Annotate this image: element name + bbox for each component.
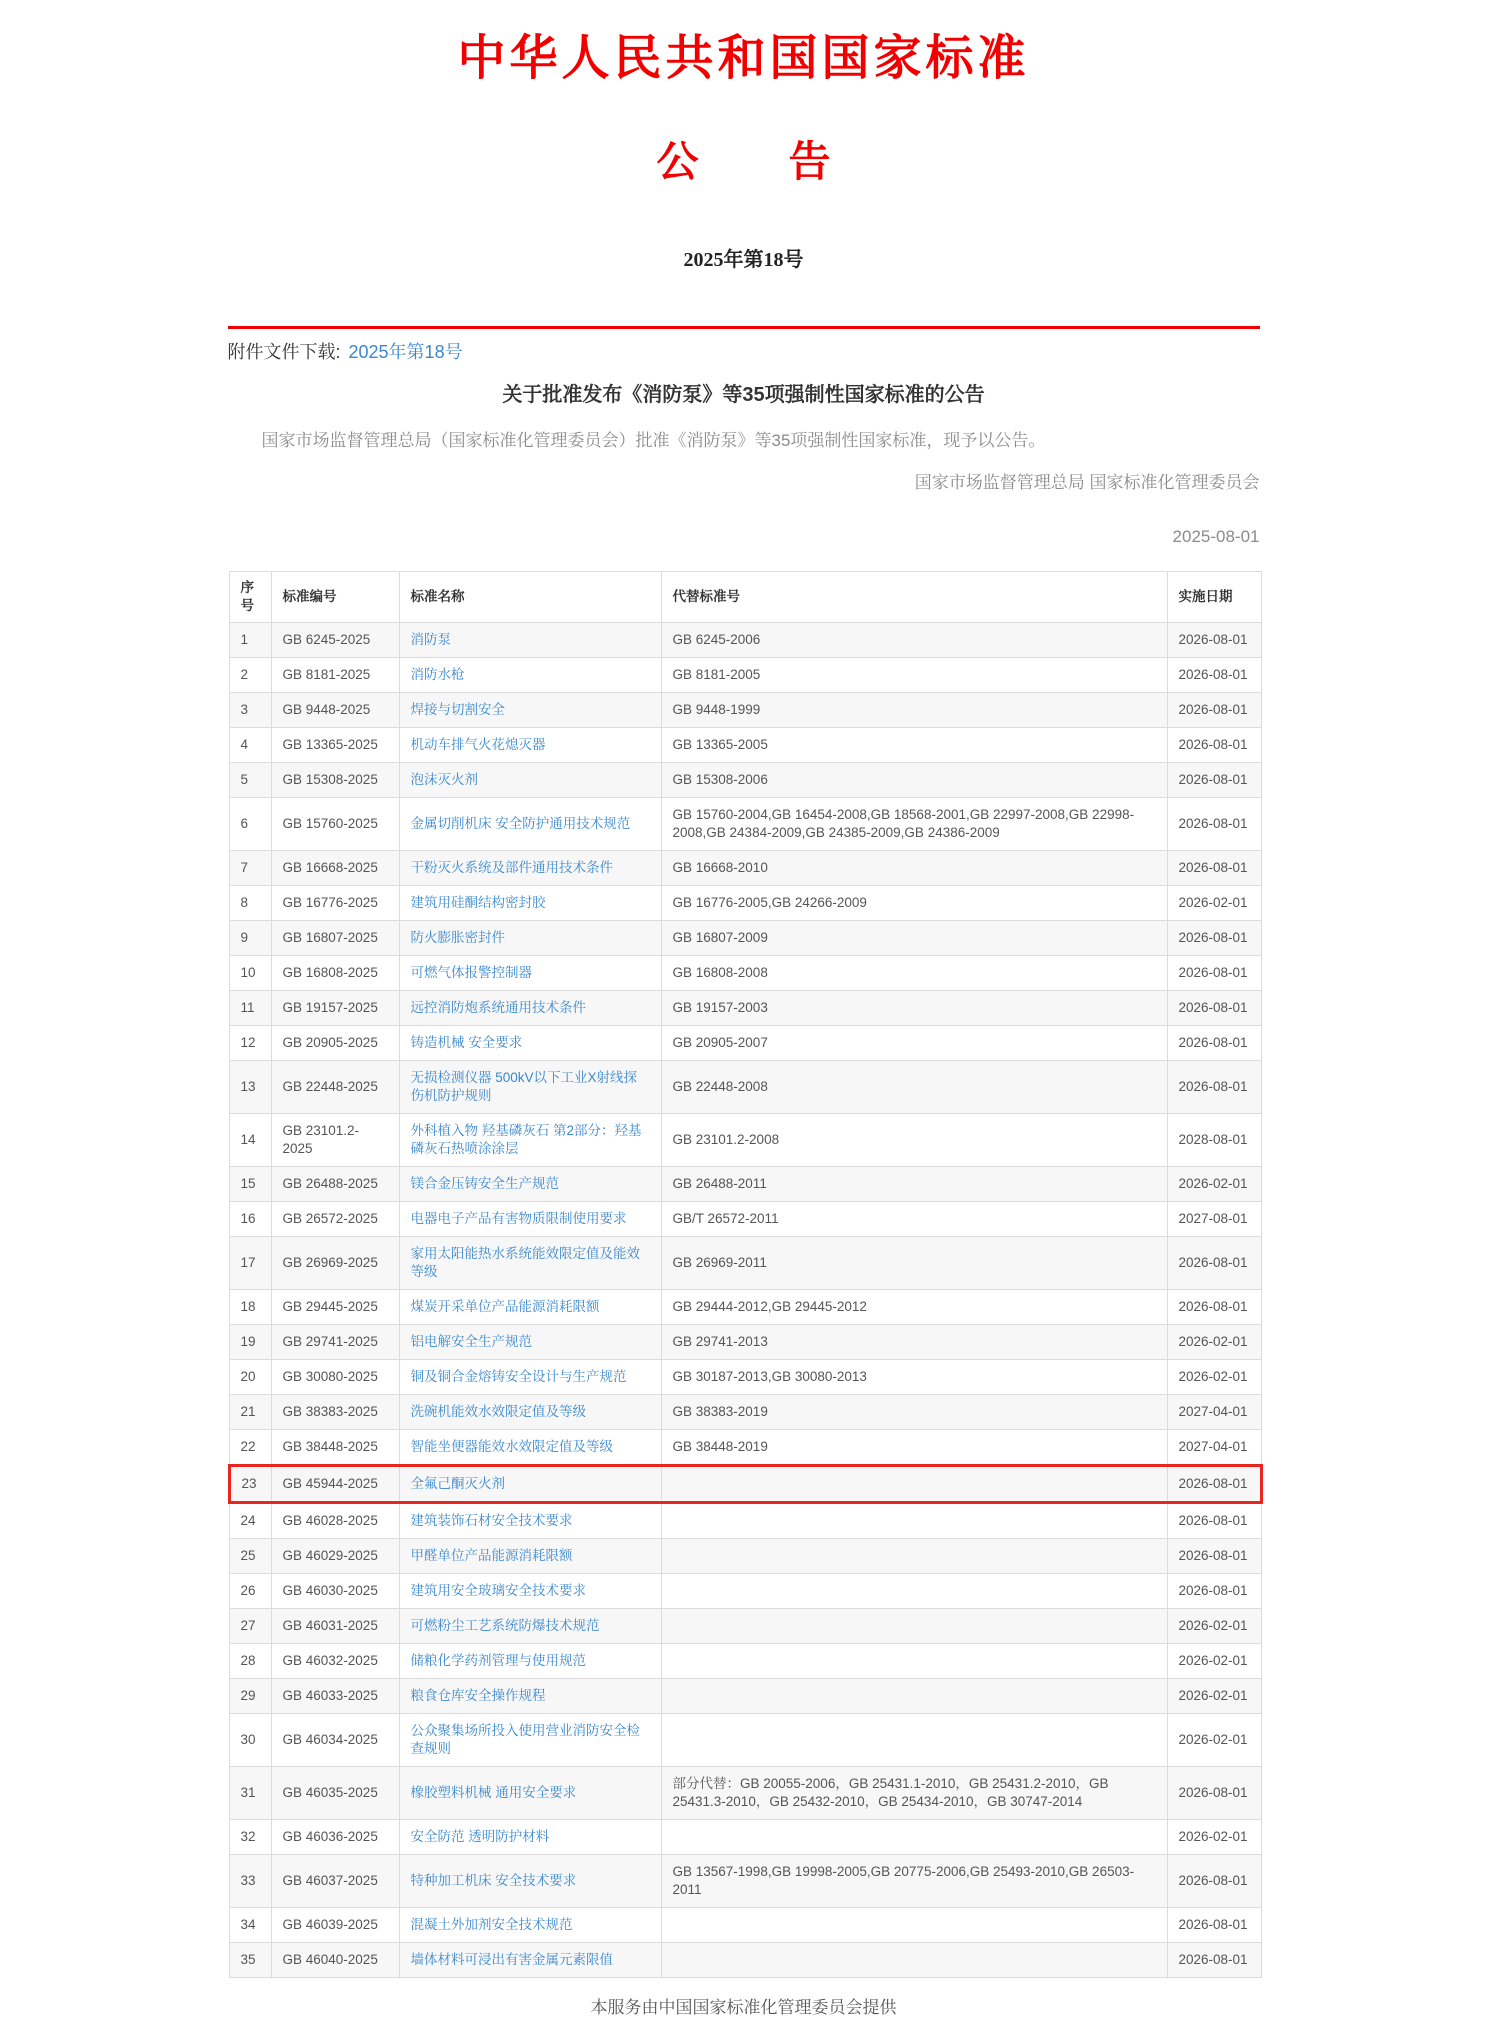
table-row [229,1360,1261,1395]
row-standard-name [399,1574,661,1609]
standard-name-link[interactable]: 铝电解安全生产规范 [410,1334,532,1349]
row-replaced-codes: GB 30187-2013,GB 30080-2013 [661,1360,1167,1395]
row-standard-code: GB 13365-2025 [271,728,399,763]
row-seq: 21 [229,1395,271,1430]
standard-name-link[interactable]: 电器电子产品有害物质限制使用要求 [410,1211,627,1226]
standard-name-link[interactable]: 无损检测仪器 500kV以下工业X射线探伤机防护规则 [410,1070,638,1103]
standard-name-link[interactable]: 全氟己酮灭火剂 [410,1476,505,1491]
row-implementation-date: 2026-08-01 [1167,1466,1261,1503]
row-standard-name [399,658,661,693]
row-standard-name [399,1395,661,1430]
announcement-signature: 国家市场监督管理总局 国家标准化管理委员会 [914,473,1260,492]
row-standard-code: GB 46034-2025 [271,1714,399,1767]
row-replaced-codes: GB 23101.2-2008 [661,1114,1167,1167]
table-row [229,1539,1261,1574]
row-standard-code: GB 29741-2025 [271,1325,399,1360]
row-standard-code: GB 16668-2025 [271,851,399,886]
row-implementation-date: 2028-08-01 [1167,1114,1261,1167]
row-implementation-date: 2026-08-01 [1167,991,1261,1026]
row-replaced-codes: GB 29741-2013 [661,1325,1167,1360]
standard-name-link[interactable]: 消防水枪 [410,667,465,682]
standard-name-link[interactable]: 储粮化学药剂管理与使用规范 [410,1653,586,1668]
row-seq: 25 [229,1539,271,1574]
row-standard-name [399,763,661,798]
table-row [229,1395,1261,1430]
row-implementation-date: 2026-02-01 [1167,1820,1261,1855]
row-standard-name [399,1503,661,1539]
row-standard-code: GB 6245-2025 [271,623,399,658]
row-seq: 16 [229,1202,271,1237]
row-standard-name [399,1026,661,1061]
row-seq: 33 [229,1855,271,1908]
standard-name-link[interactable]: 铸造机械 安全要求 [410,1035,523,1050]
table-row [229,1114,1261,1167]
row-standard-name [399,851,661,886]
row-standard-name [399,1908,661,1943]
row-seq: 1 [229,623,271,658]
row-implementation-date: 2026-08-01 [1167,1574,1261,1609]
row-implementation-date: 2026-08-01 [1167,1026,1261,1061]
row-implementation-date: 2026-08-01 [1167,1908,1261,1943]
row-replaced-codes: GB 20905-2007 [661,1026,1167,1061]
row-standard-name [399,693,661,728]
table-row [229,1820,1261,1855]
table-row [229,991,1261,1026]
table-row [229,1430,1261,1466]
standard-name-link[interactable]: 镁合金压铸安全生产规范 [410,1176,559,1191]
standard-name-link[interactable]: 粮食仓库安全操作规程 [410,1688,546,1703]
row-seq: 5 [229,763,271,798]
row-seq: 29 [229,1679,271,1714]
row-standard-name [399,921,661,956]
row-implementation-date: 2026-08-01 [1167,693,1261,728]
row-standard-code: GB 38448-2025 [271,1430,399,1466]
table-row [229,1767,1261,1820]
table-row [229,1908,1261,1943]
standard-name-link[interactable]: 消防泵 [410,632,451,647]
attachment-row [228,339,1260,365]
table-row [229,1325,1261,1360]
standard-name-link[interactable]: 特种加工机床 安全技术要求 [410,1873,577,1888]
row-standard-name [399,1539,661,1574]
table-row [229,1679,1261,1714]
standard-name-link[interactable]: 橡胶塑料机械 通用安全要求 [410,1785,577,1800]
row-seq: 10 [229,956,271,991]
row-standard-name [399,991,661,1026]
row-replaced-codes: GB 16807-2009 [661,921,1167,956]
header-standard-code: 标准编号 [271,572,399,623]
row-standard-name [399,1202,661,1237]
row-standard-name [399,956,661,991]
row-seq: 14 [229,1114,271,1167]
table-row [229,851,1261,886]
row-standard-name [399,1167,661,1202]
header-standard-name: 标准名称 [399,572,661,623]
row-standard-name [399,1679,661,1714]
row-standard-name [399,1714,661,1767]
standard-name-link[interactable]: 机动车排气火花熄灭器 [410,737,546,752]
row-replaced-codes [661,1908,1167,1943]
standard-name-link[interactable]: 建筑用硅酮结构密封胶 [410,895,546,910]
row-standard-code: GB 46031-2025 [271,1609,399,1644]
row-standard-name [399,728,661,763]
row-seq: 20 [229,1360,271,1395]
row-implementation-date: 2026-08-01 [1167,728,1261,763]
announcement-title: 关于批准发布《消防泵》等35项强制性国家标准的公告 [502,384,985,406]
row-implementation-date: 2026-08-01 [1167,798,1261,851]
row-standard-code: GB 16807-2025 [271,921,399,956]
row-implementation-date: 2026-02-01 [1167,1609,1261,1644]
row-standard-code: GB 46028-2025 [271,1503,399,1539]
row-seq: 3 [229,693,271,728]
attachment-download-link[interactable]: 2025年第18号 [348,342,463,362]
row-seq: 28 [229,1644,271,1679]
row-replaced-codes [661,1679,1167,1714]
row-replaced-codes: GB 8181-2005 [661,658,1167,693]
row-standard-code: GB 15308-2025 [271,763,399,798]
row-standard-code: GB 16776-2025 [271,886,399,921]
header-seq: 序号 [229,572,271,623]
row-replaced-codes: GB 26488-2011 [661,1167,1167,1202]
row-implementation-date: 2026-08-01 [1167,1237,1261,1290]
row-implementation-date: 2026-02-01 [1167,1679,1261,1714]
row-standard-code: GB 45944-2025 [271,1466,399,1503]
row-implementation-date: 2026-08-01 [1167,1290,1261,1325]
row-standard-code: GB 26969-2025 [271,1237,399,1290]
table-row [229,798,1261,851]
row-seq: 19 [229,1325,271,1360]
row-seq: 13 [229,1061,271,1114]
row-replaced-codes: GB 19157-2003 [661,991,1167,1026]
red-divider [228,326,1260,329]
row-standard-code: GB 46030-2025 [271,1574,399,1609]
standard-name-link[interactable]: 建筑用安全玻璃安全技术要求 [410,1583,586,1598]
table-row [229,728,1261,763]
national-standard-title: 中华人民共和国国家标准 [457,32,1030,85]
row-standard-name [399,798,661,851]
row-seq: 2 [229,658,271,693]
row-replaced-codes: GB 38383-2019 [661,1395,1167,1430]
row-implementation-date: 2027-04-01 [1167,1395,1261,1430]
row-replaced-codes: GB 38448-2019 [661,1430,1167,1466]
row-seq: 34 [229,1908,271,1943]
row-seq: 26 [229,1574,271,1609]
standard-name-link[interactable]: 安全防范 透明防护材料 [410,1829,550,1844]
row-standard-name [399,1609,661,1644]
standard-name-link[interactable]: 建筑装饰石材安全技术要求 [410,1513,573,1528]
table-row [229,1061,1261,1114]
row-seq: 32 [229,1820,271,1855]
announcement-body: 国家市场监督管理总局（国家标准化管理委员会）批准《消防泵》等35项强制性国家标准，现予以公告。 [261,431,1046,450]
table-row [229,921,1261,956]
row-standard-code: GB 46037-2025 [271,1855,399,1908]
table-row-highlighted [229,1466,1261,1503]
standards-table [228,571,1263,1978]
standards-table-body [229,623,1261,1978]
table-row [229,956,1261,991]
row-standard-code: GB 46029-2025 [271,1539,399,1574]
row-seq: 31 [229,1767,271,1820]
table-row [229,1202,1261,1237]
table-row [229,1503,1261,1539]
standard-name-link[interactable]: 金属切削机床 安全防护通用技术规范 [410,816,631,831]
row-replaced-codes [661,1466,1167,1503]
row-standard-name [399,1061,661,1114]
row-standard-code: GB 46040-2025 [271,1943,399,1978]
row-replaced-codes [661,1539,1167,1574]
row-replaced-codes: GB 29444-2012,GB 29445-2012 [661,1290,1167,1325]
row-implementation-date: 2026-02-01 [1167,1167,1261,1202]
row-implementation-date: 2027-08-01 [1167,1202,1261,1237]
row-implementation-date: 2026-08-01 [1167,956,1261,991]
row-replaced-codes: GB 26969-2011 [661,1237,1167,1290]
attachment-label: 附件文件下载: [227,342,341,362]
row-standard-name [399,1290,661,1325]
row-standard-code: GB 46032-2025 [271,1644,399,1679]
table-row [229,1855,1261,1908]
table-row [229,763,1261,798]
row-seq: 35 [229,1943,271,1978]
table-row [229,886,1261,921]
standard-name-link[interactable]: 甲醛单位产品能源消耗限额 [410,1548,573,1563]
row-standard-name [399,1855,661,1908]
standard-name-link[interactable]: 煤炭开采单位产品能源消耗限额 [410,1299,600,1314]
table-row [229,1943,1261,1978]
row-standard-code: GB 20905-2025 [271,1026,399,1061]
row-replaced-codes: GB 15760-2004,GB 16454-2008,GB 18568-2001,GB 22997-2008,GB 22998-2008,GB 24384-2009,GB 24385-2009,GB 24386-2009 [661,798,1167,851]
row-standard-name [399,1466,661,1503]
table-header-row [229,572,1261,623]
row-standard-name [399,1644,661,1679]
row-replaced-codes: GB 13567-1998,GB 19998-2005,GB 20775-2006,GB 25493-2010,GB 26503-2011 [661,1855,1167,1908]
table-row [229,1609,1261,1644]
row-seq: 15 [229,1167,271,1202]
row-standard-name [399,1820,661,1855]
row-replaced-codes [661,1609,1167,1644]
header-implementation-date: 实施日期 [1167,572,1261,623]
row-implementation-date: 2026-08-01 [1167,1539,1261,1574]
row-implementation-date: 2026-02-01 [1167,1714,1261,1767]
row-seq: 9 [229,921,271,956]
standard-name-link[interactable]: 可燃气体报警控制器 [410,965,532,980]
row-implementation-date: 2026-08-01 [1167,623,1261,658]
announcement-publish-date: 2025-08-01 [1172,527,1260,546]
standard-name-link[interactable]: 家用太阳能热水系统能效限定值及能效等级 [410,1246,640,1279]
table-row [229,693,1261,728]
gazette-title: 公 告 [656,140,855,186]
standard-name-link[interactable]: 干粉灭火系统及部件通用技术条件 [410,860,613,875]
row-replaced-codes [661,1820,1167,1855]
standard-name-link[interactable]: 洗碗机能效水效限定值及等级 [410,1404,586,1419]
row-replaced-codes: GB 13365-2005 [661,728,1167,763]
row-seq: 8 [229,886,271,921]
row-standard-code: GB 23101.2-2025 [271,1114,399,1167]
row-standard-code: GB 15760-2025 [271,798,399,851]
row-standard-code: GB 26572-2025 [271,1202,399,1237]
row-standard-code: GB 16808-2025 [271,956,399,991]
standard-name-link[interactable]: 公众聚集场所投入使用营业消防安全检查规则 [410,1723,640,1756]
row-standard-name [399,1430,661,1466]
row-standard-name [399,1114,661,1167]
row-standard-name [399,1325,661,1360]
table-row [229,623,1261,658]
row-seq: 23 [229,1466,271,1503]
table-row [229,1574,1261,1609]
row-standard-name [399,1943,661,1978]
row-implementation-date: 2026-08-01 [1167,658,1261,693]
table-row [229,658,1261,693]
row-implementation-date: 2026-08-01 [1167,921,1261,956]
row-replaced-codes [661,1574,1167,1609]
row-standard-code: GB 30080-2025 [271,1360,399,1395]
row-seq: 12 [229,1026,271,1061]
row-seq: 22 [229,1430,271,1466]
row-replaced-codes: GB 9448-1999 [661,693,1167,728]
row-implementation-date: 2026-08-01 [1167,763,1261,798]
row-implementation-date: 2026-02-01 [1167,886,1261,921]
row-implementation-date: 2026-08-01 [1167,851,1261,886]
row-standard-name [399,1237,661,1290]
row-standard-code: GB 19157-2025 [271,991,399,1026]
standard-name-link[interactable]: 焊接与切割安全 [410,702,505,717]
row-implementation-date: 2026-02-01 [1167,1360,1261,1395]
row-implementation-date: 2026-08-01 [1167,1855,1261,1908]
table-row [229,1167,1261,1202]
row-replaced-codes: 部分代替：GB 20055-2006，GB 25431.1-2010，GB 25431.2-2010，GB 25431.3-2010，GB 25432-2010，GB 25434-2010，GB 30747-2014 [661,1767,1167,1820]
table-row [229,1290,1261,1325]
row-seq: 4 [229,728,271,763]
row-replaced-codes: GB 16776-2005,GB 24266-2009 [661,886,1167,921]
row-replaced-codes [661,1503,1167,1539]
row-standard-name [399,1360,661,1395]
row-seq: 11 [229,991,271,1026]
row-seq: 27 [229,1609,271,1644]
table-row [229,1237,1261,1290]
row-replaced-codes [661,1644,1167,1679]
row-implementation-date: 2026-08-01 [1167,1943,1261,1978]
row-implementation-date: 2026-08-01 [1167,1503,1261,1539]
row-standard-code: GB 46035-2025 [271,1767,399,1820]
row-seq: 30 [229,1714,271,1767]
row-seq: 18 [229,1290,271,1325]
row-standard-name [399,1767,661,1820]
standard-name-link[interactable]: 远控消防炮系统通用技术条件 [410,1000,586,1015]
standard-name-link[interactable]: 智能坐便器能效水效限定值及等级 [410,1439,613,1454]
row-standard-code: GB 9448-2025 [271,693,399,728]
row-implementation-date: 2026-02-01 [1167,1325,1261,1360]
standard-name-link[interactable]: 泡沫灭火剂 [410,772,478,787]
row-standard-code: GB 22448-2025 [271,1061,399,1114]
row-replaced-codes: GB 16668-2010 [661,851,1167,886]
standard-name-link[interactable]: 墙体材料可浸出有害金属元素限值 [410,1952,613,1967]
row-standard-code: GB 46036-2025 [271,1820,399,1855]
row-standard-name [399,886,661,921]
row-seq: 24 [229,1503,271,1539]
row-standard-name [399,623,661,658]
row-seq: 7 [229,851,271,886]
row-seq: 17 [229,1237,271,1290]
row-standard-code: GB 8181-2025 [271,658,399,693]
standard-name-link[interactable]: 防火膨胀密封件 [410,930,505,945]
row-replaced-codes [661,1943,1167,1978]
table-row [229,1026,1261,1061]
page-content [228,0,1260,2020]
row-standard-code: GB 38383-2025 [271,1395,399,1430]
table-row [229,1644,1261,1679]
row-replaced-codes: GB 16808-2008 [661,956,1167,991]
row-implementation-date: 2026-08-01 [1167,1767,1261,1820]
row-replaced-codes [661,1714,1167,1767]
standard-name-link[interactable]: 外科植入物 羟基磷灰石 第2部分：羟基磷灰石热喷涂涂层 [410,1123,642,1156]
row-implementation-date: 2026-08-01 [1167,1061,1261,1114]
row-implementation-date: 2026-02-01 [1167,1644,1261,1679]
row-standard-code: GB 29445-2025 [271,1290,399,1325]
row-replaced-codes: GB 15308-2006 [661,763,1167,798]
row-standard-code: GB 46033-2025 [271,1679,399,1714]
row-replaced-codes: GB 22448-2008 [661,1061,1167,1114]
row-implementation-date: 2027-04-01 [1167,1430,1261,1466]
row-standard-code: GB 46039-2025 [271,1908,399,1943]
service-footer: 本服务由中国国家标准化管理委员会提供 [590,1998,897,2017]
header-replaced-codes: 代替标准号 [661,572,1167,623]
standard-name-link[interactable]: 可燃粉尘工艺系统防爆技术规范 [410,1618,600,1633]
issue-number: 2025年第18号 [683,249,804,271]
row-replaced-codes: GB/T 26572-2011 [661,1202,1167,1237]
row-seq: 6 [229,798,271,851]
row-standard-code: GB 26488-2025 [271,1167,399,1202]
standard-name-link[interactable]: 铜及铜合金熔铸安全设计与生产规范 [410,1369,627,1384]
row-replaced-codes: GB 6245-2006 [661,623,1167,658]
standard-name-link[interactable]: 混凝土外加剂安全技术规范 [410,1917,573,1932]
table-row [229,1714,1261,1767]
